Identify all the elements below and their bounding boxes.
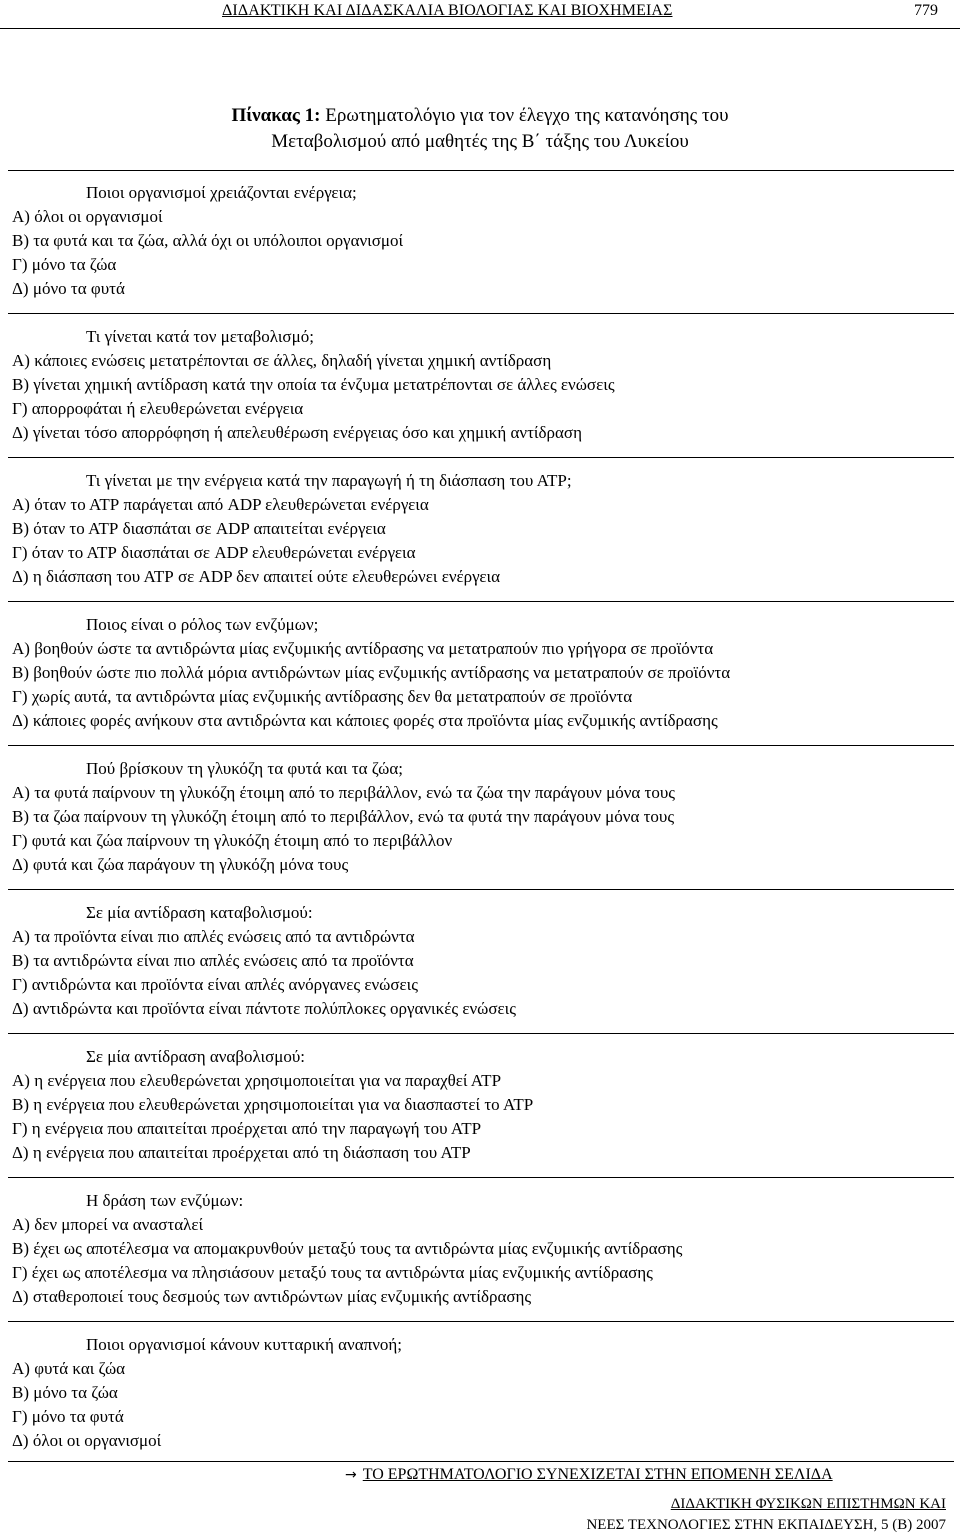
answer-option: Α) η ενέργεια που ελευθερώνεται χρησιμοποιείται για να παραχθεί ΑΤΡ [12, 1071, 502, 1090]
continue-note-text: ΤΟ ΕΡΩΤΗΜΑΤΟΛΟΓΙΟ ΣΥΝΕΧΙΖΕΤΑΙ ΣΤΗΝ ΕΠΟΜΕΝΗ ΣΕΛΙΔΑ [362, 1466, 833, 1483]
answer-option: Δ) μόνο τα φυτά [12, 279, 125, 298]
question-block [8, 457, 954, 601]
footer-journal-line-2: ΝΕΕΣ ΤΕΧΝΟΛΟΓΙΕΣ ΣΤΗΝ ΕΚΠΑΙΔΕΥΣΗ, 5 (Β) 2007 [586, 1517, 946, 1533]
answer-option: Β) γίνεται χημική αντίδραση κατά την οποία τα ένζυμα μετατρέπονται σε άλλες ενώσεις [12, 375, 615, 394]
answer-option: Γ) μόνο τα φυτά [12, 1407, 124, 1426]
page-number: 779 [914, 2, 938, 19]
answer-option: Γ) η ενέργεια που απαιτείται προέρχεται από την παραγωγή του ΑΤΡ [12, 1119, 482, 1138]
answer-option: Β) τα ζώα παίρνουν τη γλυκόζη έτοιμη από το περιβάλλον, ενώ τα φυτά την παράγουν μόνα τους [12, 807, 675, 826]
answer-option: Δ) η διάσπαση του ΑΤΡ σε ADP δεν απαιτεί ούτε ελευθερώνει ενέργεια [12, 567, 500, 586]
question-stem: Ποιοι οργανισμοί κάνουν κυτταρική αναπνοή; [86, 1335, 403, 1354]
answer-option: Β) έχει ως αποτέλεσμα να απομακρυνθούν μεταξύ τους τα αντιδρώντα μίας ενζυμικής αντίδρασης [12, 1239, 683, 1258]
header-title: ΔΙΔΑΚΤΙΚΗ ΚΑΙ ΔΙΔΑΣΚΑΛΙΑ ΒΙΟΛΟΓΙΑΣ ΚΑΙ ΒΙΟΧΗΜΕΙΑΣ [222, 2, 673, 19]
arrow-right-icon: → [345, 1467, 357, 1483]
answer-option: Β) μόνο τα ζώα [12, 1383, 118, 1402]
answer-option: Α) όταν το ΑΤΡ παράγεται από ADP ελευθερώνεται ενέργεια [12, 495, 429, 514]
answer-option: Δ) η ενέργεια που απαιτείται προέρχεται από τη διάσπαση του ΑΤΡ [12, 1143, 471, 1162]
question-block [8, 745, 954, 889]
answer-option: Α) όλοι οι οργανισμοί [12, 207, 163, 226]
answer-option: Β) βοηθούν ώστε πιο πολλά μόρια αντιδρώντων μίας ενζυμικής αντίδρασης να μετατραπούν σε προϊόντα [12, 663, 731, 682]
footer-journal-line-1: ΔΙΔΑΚΤΙΚΗ ΦΥΣΙΚΩΝ ΕΠΙΣΤΗΜΩΝ ΚΑΙ [670, 1496, 946, 1512]
answer-option: Γ) έχει ως αποτέλεσμα να πλησιάσουν μεταξύ τους τα αντιδρώντα μίας ενζυμικής αντίδρασης [12, 1263, 653, 1282]
answer-option: Α) τα φυτά παίρνουν τη γλυκόζη έτοιμη από το περιβάλλον, ενώ τα ζώα την παράγουν μόνα τους [12, 783, 676, 802]
caption-label: Πίνακας 1: [231, 105, 321, 126]
answer-option: Γ) μόνο τα ζώα [12, 255, 117, 274]
answer-option: Α) βοηθούν ώστε τα αντιδρώντα μίας ενζυμικής αντίδρασης να μετατραπούν πιο γρήγορα σε προϊόντα [12, 639, 714, 658]
question-block [8, 889, 954, 1033]
answer-option: Δ) γίνεται τόσο απορρόφηση ή απελευθέρωση ενέργειας όσο και χημική αντίδραση [12, 423, 582, 442]
answer-option: Α) τα προϊόντα είναι πιο απλές ενώσεις από τα αντιδρώντα [12, 927, 415, 946]
question-stem: Τι γίνεται κατά τον μεταβολισμό; [86, 327, 314, 346]
answer-option: Β) τα αντιδρώντα είναι πιο απλές ενώσεις από τα προϊόντα [12, 951, 414, 970]
caption-line-1 [0, 103, 960, 129]
answer-option: Δ) αντιδρώντα και προϊόντα είναι πάντοτε πολύπλοκες οργανικές ενώσεις [12, 999, 516, 1018]
questionnaire-table [8, 170, 954, 1462]
answer-option: Γ) απορροφάται ή ελευθερώνεται ενέργεια [12, 399, 304, 418]
page-footer [586, 1494, 946, 1536]
question-stem: Πού βρίσκουν τη γλυκόζη τα φυτά και τα ζώα; [86, 759, 403, 778]
question-block [8, 1033, 954, 1177]
question-stem: Ποιοι οργανισμοί χρειάζονται ενέργεια; [86, 183, 357, 202]
question-stem: Σε μία αντίδραση καταβολισμού: [86, 903, 313, 922]
answer-option: Δ) σταθεροποιεί τους δεσμούς των αντιδρώντων μίας ενζυμικής αντίδρασης [12, 1287, 532, 1306]
answer-option: Β) όταν το ΑΤΡ διασπάται σε ADP απαιτείται ενέργεια [12, 519, 386, 538]
answer-option: Α) δεν μπορεί να ανασταλεί [12, 1215, 204, 1234]
answer-option: Β) η ενέργεια που ελευθερώνεται χρησιμοποιείται για να διασπαστεί το ΑΤΡ [12, 1095, 534, 1114]
answer-option: Α) φυτά και ζώα [12, 1359, 126, 1378]
continue-note [345, 1466, 833, 1484]
caption-title-part-1: Ερωτηματολόγιο για τον έλεγχο της κατανόησης του [320, 105, 729, 126]
question-block [8, 313, 954, 457]
answer-option: Γ) φυτά και ζώα παίρνουν τη γλυκόζη έτοιμη από το περιβάλλον [12, 831, 453, 850]
question-stem: Η δράση των ενζύμων: [86, 1191, 244, 1210]
question-block [8, 601, 954, 745]
answer-option: Β) τα φυτά και τα ζώα, αλλά όχι οι υπόλοιποι οργανισμοί [12, 231, 404, 250]
question-stem: Τι γίνεται με την ενέργεια κατά την παραγωγή ή τη διάσπαση του ΑΤΡ; [86, 471, 572, 490]
answer-option: Γ) όταν το ΑΤΡ διασπάται σε ADP ελευθερώνεται ενέργεια [12, 543, 416, 562]
question-block [8, 1321, 954, 1465]
question-block [8, 1177, 954, 1321]
answer-option: Δ) κάποιες φορές ανήκουν στα αντιδρώντα και κάποιες φορές στα προϊόντα μίας ενζυμικής αντίδρασης [12, 711, 718, 730]
answer-option: Δ) όλοι οι οργανισμοί [12, 1431, 162, 1450]
answer-option: Γ) χωρίς αυτά, τα αντιδρώντα μίας ενζυμικής αντίδρασης δεν θα μετατραπούν σε προϊόντα [12, 687, 633, 706]
answer-option: Α) κάποιες ενώσεις μετατρέπονται σε άλλες, δηλαδή γίνεται χημική αντίδραση [12, 351, 552, 370]
caption-line-2: Μεταβολισμού από μαθητές της Β΄ τάξης του Λυκείου [271, 131, 689, 152]
question-block [8, 171, 954, 313]
answer-option: Δ) φυτά και ζώα παράγουν τη γλυκόζη μόνα τους [12, 855, 349, 874]
answer-option: Γ) αντιδρώντα και προϊόντα είναι απλές ανόργανες ενώσεις [12, 975, 418, 994]
question-stem: Σε μία αντίδραση αναβολισμού: [86, 1047, 306, 1066]
question-stem: Ποιος είναι ο ρόλος των ενζύμων; [86, 615, 319, 634]
table-caption [0, 103, 960, 155]
running-header [0, 0, 960, 29]
